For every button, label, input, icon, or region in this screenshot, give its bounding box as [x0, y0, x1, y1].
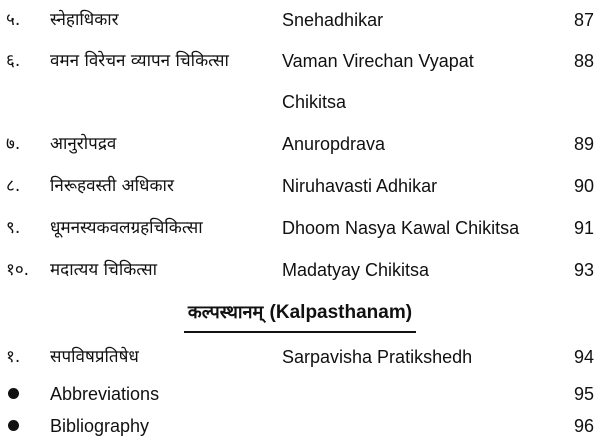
back-matter-label: Abbreviations: [50, 384, 160, 404]
entry-page-number: 96: [573, 416, 594, 436]
entry-title-hindi: स्नेहाधिकार: [50, 10, 119, 30]
entry-title-english: Snehadhikar: [282, 10, 384, 30]
section-heading: [0, 298, 600, 334]
entry-title-hindi: वमन विरेचन व्यापन चिकित्सा: [50, 51, 229, 71]
bullet-icon: [8, 388, 19, 399]
entry-title-hindi: धूमनस्यकवलग्रहचिकित्सा: [50, 218, 203, 238]
toc-entry-continuation: [0, 86, 600, 118]
entry-title-english: Dhoom Nasya Kawal Chikitsa: [282, 218, 520, 238]
entry-number: ५.: [6, 10, 21, 30]
entry-title-hindi: मदात्यय चिकित्सा: [50, 260, 158, 280]
entry-page-number: 93: [573, 260, 594, 280]
entry-number: ७.: [6, 134, 21, 154]
toc-entry: [0, 341, 600, 373]
entry-page-number: 95: [573, 384, 594, 404]
entry-number: १.: [6, 347, 21, 367]
entry-number: ६.: [6, 51, 21, 71]
entry-title-english: Sarpavisha Pratikshedh: [282, 347, 473, 367]
back-matter-label: Bibliography: [50, 416, 150, 436]
entry-page-number: 87: [573, 10, 594, 30]
section-title: [184, 298, 416, 333]
entry-title-english: Madatyay Chikitsa: [282, 260, 430, 280]
toc-entry: [0, 254, 600, 286]
entry-title-english-continued: Chikitsa: [282, 92, 347, 112]
entry-page-number: 89: [573, 134, 594, 154]
entry-page-number: 91: [573, 218, 594, 238]
entry-title-hindi: आनुरोपद्रव: [50, 134, 117, 154]
entry-title-english: Anuropdrava: [282, 134, 386, 154]
entry-title-hindi: सपविषप्रतिषेध: [50, 347, 139, 367]
entry-title-english: Niruhavasti Adhikar: [282, 176, 438, 196]
entry-page-number: 94: [573, 347, 594, 367]
entry-number: १०.: [6, 260, 30, 280]
entry-number: ८.: [6, 176, 21, 196]
back-matter-entry: [0, 378, 600, 410]
toc-entry: [0, 212, 600, 244]
entry-page-number: 88: [573, 51, 594, 71]
toc-entry: [0, 170, 600, 202]
bullet-icon: [8, 420, 19, 431]
entry-title-english: Vaman Virechan Vyapat: [282, 51, 474, 71]
toc-entry: [0, 4, 600, 36]
entry-number: ९.: [6, 218, 21, 238]
entry-page-number: 90: [573, 176, 594, 196]
section-title-latin: (Kalpasthanam): [269, 302, 413, 323]
toc-entry: [0, 128, 600, 160]
back-matter-entry: [0, 410, 600, 442]
toc-entry: [0, 45, 600, 77]
section-title-devanagari: कल्पस्थानम्: [187, 302, 264, 323]
entry-title-hindi: निरूहवस्ती अधिकार: [50, 176, 174, 196]
